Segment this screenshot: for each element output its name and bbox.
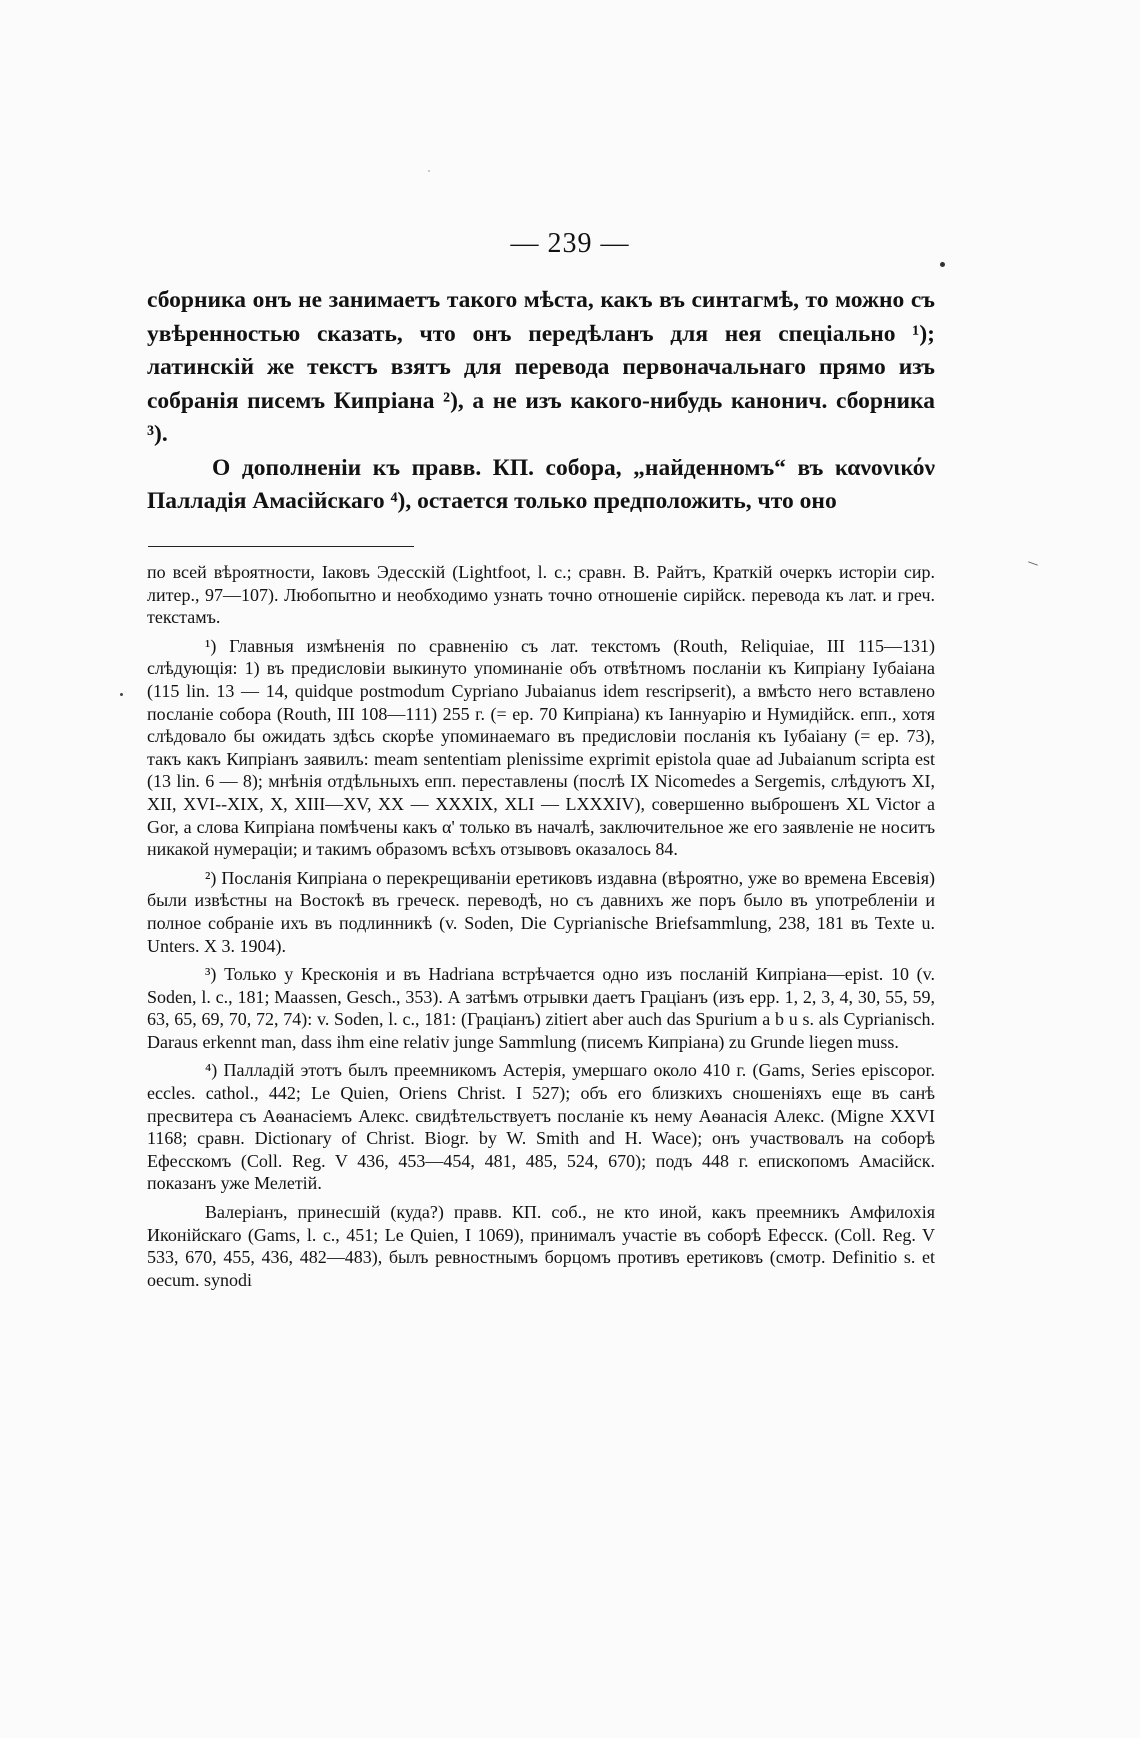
page-number: — 239 —: [510, 228, 630, 259]
stray-dot-mark-3: [428, 170, 430, 172]
main-text: [147, 284, 935, 519]
footnote-continuation: по всей вѣроятности, Іаковъ Эдесскій (Lightfoot, l. c.; сравн. В. Райтъ, Краткій очеркъ исторіи сир. литер., 97—107). Любопытно и необходимо узнать точно отношеніе сирійск. перевода къ лат. и греч. текстамъ.: [147, 562, 935, 628]
footnote-separator: [148, 546, 414, 547]
stray-tick-mark: [1028, 561, 1038, 565]
footnote-4: ⁴) Палладій этотъ былъ преемникомъ Астерія, умершаго около 410 г. (Gams, Series episcopor. eccles. cathol., 442; Le Quien, Oriens Christ. I 527); объ его близкихъ сношеніяхъ еще въ санѣ пресвитера съ Аѳанасіемъ Алекс. свидѣтельствуетъ посланіе къ нему Аѳанасія Алекс. (Migne XXVI 1168; сравн. Dictionary of Christ. Biogr. by W. Smith and H. Wace); онъ участвовалъ на соборѣ Ефесскомъ (Coll. Reg. V 436, 453—454, 481, 485, 524, 670); подъ 448 г. епископомъ Амасійск. показанъ уже Мелетій.: [147, 1060, 935, 1194]
stray-dot-mark: [940, 262, 945, 267]
main-paragraph-1: сборника онъ не занимаетъ такого мѣста, какъ въ синтагмѣ, то можно съ увѣренностью сказать, что онъ передѣланъ для нея спеціально ¹); латинскій же текстъ взятъ для перевода первоначальнаго прямо изъ собранія писемъ Кипріана ²), а не изъ какого-нибудь канонич. сборника ³).: [147, 287, 935, 447]
footnote-3: ³) Только у Кресконія и въ Hadriana встрѣчается одно изъ посланій Кипріана—epist. 10 (v. Soden, l. c., 181; Maassen, Gesch., 353). А затѣмъ отрывки даетъ Граціанъ (изъ epp. 1, 2, 3, 4, 30, 55, 59, 63, 65, 69, 70, 72, 74): v. Soden, l. c., 181: (Граціанъ) zitiert aber auch das Spurium a b u s. als Cyprianisch. Daraus erkennt man, dass ihm eine relativ junge Sammlung (писемъ Кипріана) zu Grunde liegen muss.: [147, 964, 935, 1052]
footnote-2: ²) Посланія Кипріана о перекрещиваніи еретиковъ издавна (вѣроятно, уже во времена Евсевія) были извѣстны на Востокѣ въ греческ. переводѣ, но съ давнихъ же поръ было въ употребленіи и полное собраніе ихъ въ подлинникѣ (v. Soden, Die Cyprianische Briefsammlung, 238, 181 въ Texte u. Unters. X 3. 1904).: [147, 867, 935, 956]
footnotes: [147, 561, 935, 1291]
footnote-4-continuation: Валеріанъ, принесшій (куда?) правв. КП. соб., не кто иной, какъ преемникъ Амфилохія Иконійскаго (Gams, l. c., 451; Le Quien, I 1069), принималъ участіе въ соборѣ Ефесск. (Coll. Reg. V 533, 670, 455, 436, 482—483), былъ ревностнымъ борцомъ противъ еретиковъ (смотр. Definitio s. et oecum. synodi: [147, 1202, 935, 1290]
main-paragraph-2: О дополненіи къ правв. КП. собора, „найденномъ“ въ κανονικόν Палладія Амасійскаго ⁴), остается только предположить, что оно: [147, 454, 935, 514]
footnote-1: ¹) Главныя измѣненія по сравненію съ лат. текстомъ (Routh, Reliquiae, III 115—131) слѣдующія: 1) въ предисловіи выкинуто упоминаніе объ отвѣтномъ посланіи къ Кипріану Іубаіана (115 lin. 13 — 14, quidque postmodum Cypriano Jubaianus idem rescripserit), а вмѣсто него вставлено посланіе собора (Routh, III 108—111) 255 г. (= ер. 70 Кипріана) къ Іаннуарію и Нумидійск. епп., хотя слѣдовало бы ожидать здѣсь скорѣе упоминаемаго въ предисловіи посланія къ Іубаіану (= ер. 73), такъ какъ Кипріанъ заявилъ: meam sententiam plenissime exprimit epistola quae ad Jubaianum scripta est (13 lin. 6 — 8); мнѣнія отдѣльныхъ епп. переставлены (послѣ IX Nicomedes a Sergemis, слѣдуютъ XI, XII, XVI--XIX, X, XIII—XV, XX — XXXIX, XLI — LXXXIV), совершенно выброшенъ XL Victor a Gor, а слова Кипріана помѣчены какъ α' только въ началѣ, заключительное же его заявленіе не носитъ никакой нумераціи; и такимъ образомъ всѣхъ отзывовъ оказалось 84.: [147, 635, 935, 860]
stray-dot-mark-2: [120, 693, 123, 696]
